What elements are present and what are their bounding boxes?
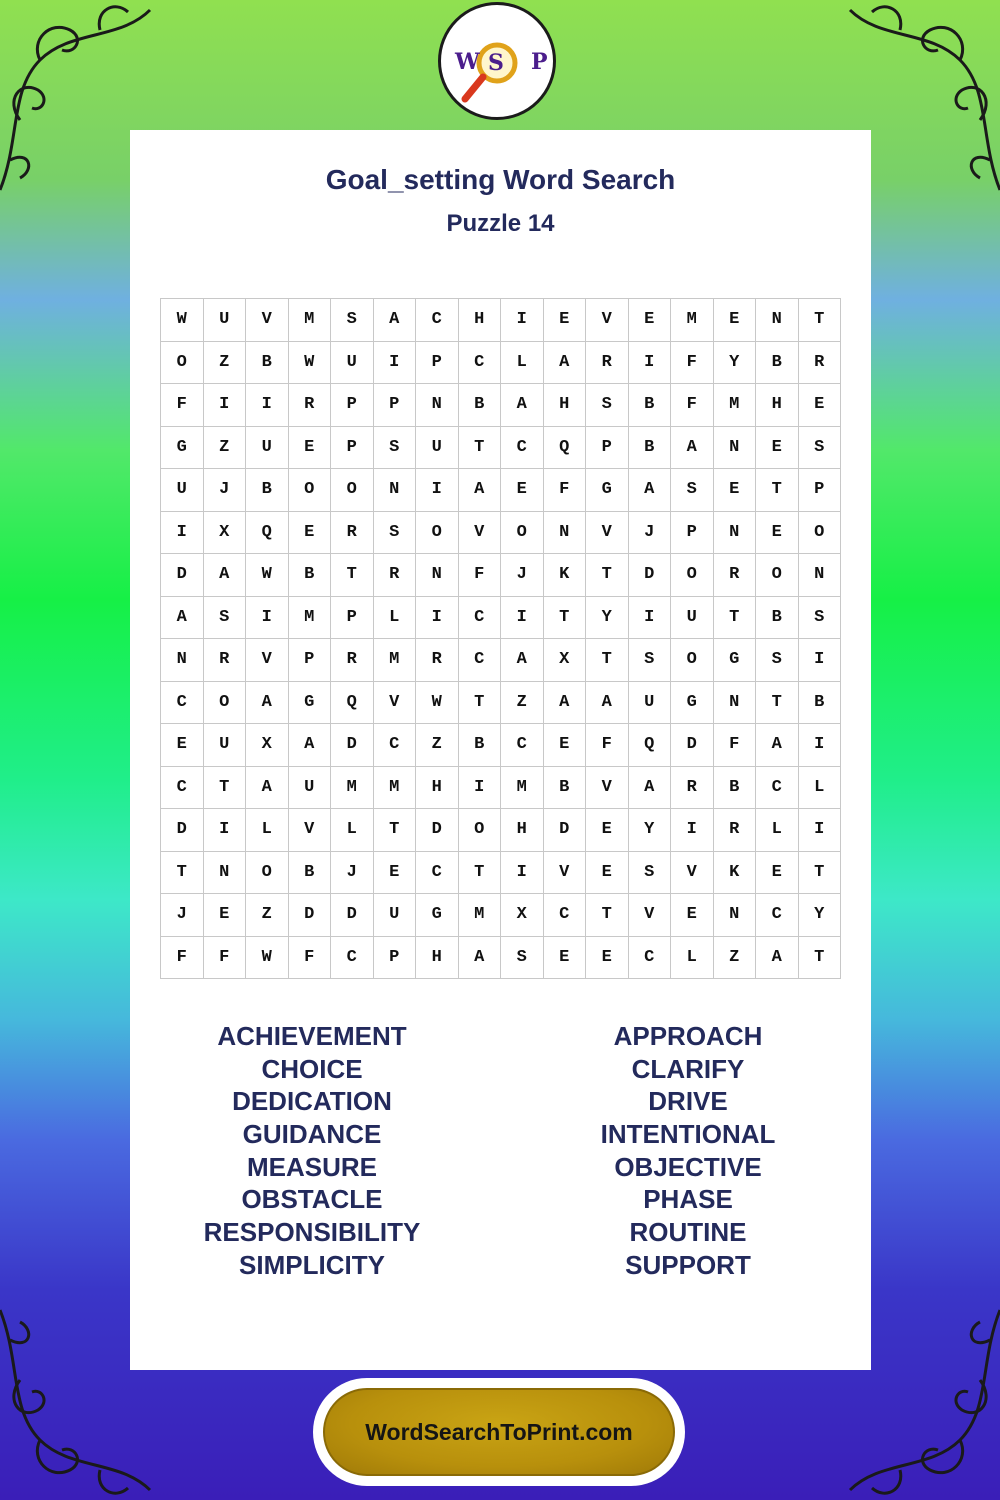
grid-cell[interactable]: G xyxy=(671,682,714,725)
grid-cell[interactable]: I xyxy=(161,512,204,555)
grid-cell[interactable]: U xyxy=(331,342,374,385)
word-item: ROUTINE xyxy=(629,1217,747,1248)
grid-cell[interactable]: E xyxy=(544,937,587,980)
grid-cell[interactable]: J xyxy=(204,469,247,512)
grid-cell[interactable]: T xyxy=(756,469,799,512)
grid-cell[interactable]: W xyxy=(416,682,459,725)
word-item: SUPPORT xyxy=(625,1249,751,1280)
grid-cell[interactable]: X xyxy=(501,894,544,937)
grid-cell[interactable]: E xyxy=(586,852,629,895)
grid-cell[interactable]: Y xyxy=(799,894,842,937)
puzzle-sheet xyxy=(130,130,871,1370)
logo-letter-s: S xyxy=(488,50,504,76)
grid-cell[interactable]: W xyxy=(289,342,332,385)
word-item: CLARIFY xyxy=(631,1053,745,1084)
grid-cell[interactable]: W xyxy=(246,937,289,980)
grid-cell[interactable]: C xyxy=(459,639,502,682)
grid-cell[interactable]: A xyxy=(246,682,289,725)
grid-cell[interactable]: J xyxy=(629,512,672,555)
grid-cell[interactable]: P xyxy=(374,937,417,980)
puzzle-number: Puzzle 14 xyxy=(446,210,555,237)
grid-cell[interactable]: N xyxy=(416,384,459,427)
grid-cell[interactable]: Q xyxy=(544,427,587,470)
grid-cell[interactable]: Y xyxy=(714,342,757,385)
grid-cell[interactable]: F xyxy=(544,469,587,512)
grid-cell[interactable]: Q xyxy=(629,724,672,767)
grid-cell[interactable]: P xyxy=(331,597,374,640)
grid-cell[interactable]: E xyxy=(161,724,204,767)
grid-cell[interactable]: Z xyxy=(204,427,247,470)
grid-cell[interactable]: T xyxy=(331,554,374,597)
grid-cell[interactable]: U xyxy=(161,469,204,512)
grid-cell[interactable]: V xyxy=(629,894,672,937)
grid-cell[interactable]: E xyxy=(629,299,672,342)
grid-cell[interactable]: D xyxy=(671,724,714,767)
grid-cell[interactable]: I xyxy=(629,597,672,640)
grid-cell[interactable]: I xyxy=(204,809,247,852)
grid-cell[interactable]: N xyxy=(416,554,459,597)
grid-cell[interactable]: Y xyxy=(629,809,672,852)
grid-cell[interactable]: M xyxy=(671,299,714,342)
grid-cell[interactable]: O xyxy=(246,852,289,895)
grid-cell[interactable]: E xyxy=(714,469,757,512)
word-item: GUIDANCE xyxy=(242,1119,382,1150)
grid-cell[interactable]: D xyxy=(289,894,332,937)
grid-cell[interactable]: H xyxy=(416,937,459,980)
grid-cell[interactable]: B xyxy=(756,342,799,385)
word-item: PHASE xyxy=(643,1184,733,1215)
grid-cell[interactable]: A xyxy=(289,724,332,767)
grid-cell[interactable]: R xyxy=(331,639,374,682)
grid-cell[interactable]: P xyxy=(416,342,459,385)
grid-cell[interactable]: S xyxy=(586,384,629,427)
grid-cell[interactable]: O xyxy=(671,554,714,597)
grid-cell[interactable]: V xyxy=(544,852,587,895)
logo-letter-w: W xyxy=(455,49,480,75)
grid-cell[interactable]: O xyxy=(416,512,459,555)
grid-cell[interactable]: F xyxy=(204,937,247,980)
grid-cell[interactable]: U xyxy=(416,427,459,470)
grid-cell[interactable]: R xyxy=(714,809,757,852)
grid-cell[interactable]: I xyxy=(629,342,672,385)
grid-cell[interactable]: O xyxy=(459,809,502,852)
grid-cell[interactable]: A xyxy=(586,682,629,725)
grid-cell[interactable]: V xyxy=(459,512,502,555)
grid-cell[interactable]: M xyxy=(374,767,417,810)
grid-cell[interactable]: A xyxy=(459,937,502,980)
grid-cell[interactable]: V xyxy=(289,809,332,852)
grid-cell[interactable]: F xyxy=(161,384,204,427)
grid-cell[interactable]: L xyxy=(756,809,799,852)
grid-cell[interactable]: P xyxy=(289,639,332,682)
grid-cell[interactable]: A xyxy=(756,937,799,980)
grid-cell[interactable]: P xyxy=(331,427,374,470)
grid-cell[interactable]: U xyxy=(246,427,289,470)
grid-cell[interactable]: U xyxy=(289,767,332,810)
grid-cell[interactable]: P xyxy=(586,427,629,470)
grid-cell[interactable]: D xyxy=(416,809,459,852)
grid-cell[interactable]: T xyxy=(374,809,417,852)
grid-cell[interactable]: S xyxy=(374,427,417,470)
grid-cell[interactable]: C xyxy=(501,427,544,470)
grid-cell[interactable]: N xyxy=(799,554,842,597)
grid-cell[interactable]: T xyxy=(799,937,842,980)
grid-cell[interactable]: J xyxy=(501,554,544,597)
grid-cell[interactable]: S xyxy=(331,299,374,342)
footer-banner[interactable] xyxy=(313,1378,685,1486)
grid-cell[interactable]: I xyxy=(416,469,459,512)
grid-cell[interactable]: F xyxy=(289,937,332,980)
grid-cell[interactable]: O xyxy=(756,554,799,597)
grid-cell[interactable]: Z xyxy=(714,937,757,980)
grid-cell[interactable]: A xyxy=(544,342,587,385)
grid-cell[interactable]: R xyxy=(331,512,374,555)
grid-cell[interactable]: B xyxy=(459,384,502,427)
grid-cell[interactable]: B xyxy=(629,427,672,470)
grid-cell[interactable]: C xyxy=(629,937,672,980)
grid-cell[interactable]: V xyxy=(586,512,629,555)
grid-cell[interactable]: I xyxy=(671,809,714,852)
grid-cell[interactable]: D xyxy=(629,554,672,597)
grid-cell[interactable]: G xyxy=(416,894,459,937)
grid-cell[interactable]: B xyxy=(289,852,332,895)
grid-cell[interactable]: T xyxy=(161,852,204,895)
grid-cell[interactable]: O xyxy=(331,469,374,512)
grid-cell[interactable]: R xyxy=(671,767,714,810)
grid-cell[interactable]: J xyxy=(161,894,204,937)
grid-cell[interactable]: A xyxy=(629,767,672,810)
word-list-right xyxy=(538,1020,838,1282)
grid-cell[interactable]: C xyxy=(416,852,459,895)
grid-cell[interactable]: E xyxy=(671,894,714,937)
word-item: OBSTACLE xyxy=(241,1184,383,1215)
word-item: OBJECTIVE xyxy=(614,1151,762,1182)
grid-cell[interactable]: R xyxy=(799,342,842,385)
grid-cell[interactable]: A xyxy=(459,469,502,512)
word-item: DEDICATION xyxy=(232,1086,392,1117)
word-item: INTENTIONAL xyxy=(600,1119,776,1150)
grid-cell[interactable]: C xyxy=(374,724,417,767)
puzzle-title: Goal_setting Word Search xyxy=(325,164,676,195)
grid-cell[interactable]: T xyxy=(586,639,629,682)
grid-cell[interactable]: C xyxy=(544,894,587,937)
grid-cell[interactable]: T xyxy=(756,682,799,725)
grid-cell[interactable]: A xyxy=(544,682,587,725)
grid-cell[interactable]: C xyxy=(459,342,502,385)
grid-cell[interactable]: U xyxy=(204,299,247,342)
grid-cell[interactable]: J xyxy=(331,852,374,895)
grid-cell[interactable]: F xyxy=(161,937,204,980)
grid-cell[interactable]: T xyxy=(459,682,502,725)
word-item: RESPONSIBILITY xyxy=(203,1217,421,1248)
grid-cell[interactable]: T xyxy=(799,852,842,895)
grid-cell[interactable]: T xyxy=(544,597,587,640)
grid-cell[interactable]: S xyxy=(756,639,799,682)
grid-cell[interactable]: I xyxy=(246,597,289,640)
site-url[interactable]: WordSearchToPrint.com xyxy=(365,1418,633,1445)
grid-cell[interactable]: R xyxy=(714,554,757,597)
grid-cell[interactable]: T xyxy=(459,852,502,895)
grid-cell[interactable]: A xyxy=(756,724,799,767)
grid-cell[interactable]: A xyxy=(161,597,204,640)
grid-cell[interactable]: D xyxy=(331,724,374,767)
grid-cell[interactable]: A xyxy=(629,469,672,512)
grid-cell[interactable]: I xyxy=(459,767,502,810)
grid-cell[interactable]: E xyxy=(204,894,247,937)
grid-cell[interactable]: H xyxy=(416,767,459,810)
grid-cell[interactable]: L xyxy=(246,809,289,852)
grid-cell[interactable]: E xyxy=(501,469,544,512)
grid-cell[interactable]: H xyxy=(501,809,544,852)
grid-cell[interactable]: I xyxy=(416,597,459,640)
grid-cell[interactable]: S xyxy=(204,597,247,640)
grid-cell[interactable]: L xyxy=(671,937,714,980)
grid-cell[interactable]: T xyxy=(586,554,629,597)
grid-cell[interactable]: E xyxy=(586,937,629,980)
letter-grid xyxy=(160,298,841,979)
grid-cell[interactable]: N xyxy=(161,639,204,682)
grid-cell[interactable]: A xyxy=(501,384,544,427)
grid-cell[interactable]: E xyxy=(756,852,799,895)
grid-cell[interactable]: L xyxy=(331,809,374,852)
grid-cell[interactable]: C xyxy=(756,894,799,937)
grid-cell[interactable]: E xyxy=(756,512,799,555)
grid-cell[interactable]: E xyxy=(544,724,587,767)
word-item: SIMPLICITY xyxy=(239,1249,385,1280)
grid-cell[interactable]: G xyxy=(714,639,757,682)
grid-cell[interactable]: E xyxy=(289,427,332,470)
word-item: CHOICE xyxy=(261,1053,363,1084)
grid-cell[interactable]: M xyxy=(374,639,417,682)
grid-cell[interactable]: I xyxy=(501,852,544,895)
grid-cell[interactable]: L xyxy=(501,342,544,385)
grid-cell[interactable]: N xyxy=(714,512,757,555)
grid-cell[interactable]: O xyxy=(671,639,714,682)
grid-cell[interactable]: N xyxy=(204,852,247,895)
grid-cell[interactable]: B xyxy=(246,342,289,385)
word-list-left xyxy=(162,1020,462,1282)
grid-cell[interactable]: O xyxy=(161,342,204,385)
grid-cell[interactable]: R xyxy=(289,384,332,427)
grid-cell[interactable]: U xyxy=(629,682,672,725)
grid-cell[interactable]: C xyxy=(161,682,204,725)
grid-cell[interactable]: A xyxy=(671,427,714,470)
grid-cell[interactable]: D xyxy=(161,554,204,597)
grid-cell[interactable]: V xyxy=(246,299,289,342)
grid-cell[interactable]: F xyxy=(714,724,757,767)
grid-cell[interactable]: O xyxy=(289,469,332,512)
word-item: ACHIEVEMENT xyxy=(217,1021,407,1051)
grid-cell[interactable]: I xyxy=(501,597,544,640)
grid-cell[interactable]: M xyxy=(289,299,332,342)
grid-cell[interactable]: T xyxy=(714,597,757,640)
grid-cell[interactable]: N xyxy=(714,427,757,470)
grid-cell[interactable]: V xyxy=(586,299,629,342)
grid-cell[interactable]: P xyxy=(799,469,842,512)
word-item: APPROACH xyxy=(613,1021,763,1051)
grid-cell[interactable]: K xyxy=(714,852,757,895)
grid-cell[interactable]: S xyxy=(799,597,842,640)
grid-cell[interactable]: Q xyxy=(246,512,289,555)
grid-cell[interactable]: V xyxy=(671,852,714,895)
grid-cell[interactable]: G xyxy=(289,682,332,725)
grid-cell[interactable]: S xyxy=(629,639,672,682)
grid-cell[interactable]: M xyxy=(501,767,544,810)
grid-cell[interactable]: T xyxy=(459,427,502,470)
grid-cell[interactable]: C xyxy=(161,767,204,810)
grid-cell[interactable]: N xyxy=(756,299,799,342)
grid-cell[interactable]: L xyxy=(799,767,842,810)
grid-cell[interactable]: G xyxy=(586,469,629,512)
grid-cell[interactable]: M xyxy=(331,767,374,810)
grid-cell[interactable]: N xyxy=(714,894,757,937)
grid-cell[interactable]: U xyxy=(374,894,417,937)
grid-cell[interactable]: B xyxy=(544,767,587,810)
grid-cell[interactable]: B xyxy=(756,597,799,640)
grid-cell[interactable]: R xyxy=(374,554,417,597)
grid-cell[interactable]: L xyxy=(374,597,417,640)
grid-cell[interactable]: F xyxy=(459,554,502,597)
grid-cell[interactable]: E xyxy=(799,384,842,427)
grid-cell[interactable]: C xyxy=(756,767,799,810)
grid-cell[interactable]: K xyxy=(544,554,587,597)
grid-cell[interactable]: T xyxy=(204,767,247,810)
grid-cell[interactable]: E xyxy=(586,809,629,852)
grid-cell[interactable]: C xyxy=(459,597,502,640)
grid-cell[interactable]: O xyxy=(501,512,544,555)
grid-cell[interactable]: B xyxy=(246,469,289,512)
grid-cell[interactable]: H xyxy=(544,384,587,427)
grid-cell[interactable]: Z xyxy=(416,724,459,767)
word-item: DRIVE xyxy=(648,1086,728,1117)
grid-cell[interactable]: B xyxy=(459,724,502,767)
grid-cell[interactable]: E xyxy=(544,299,587,342)
grid-cell[interactable]: X xyxy=(204,512,247,555)
grid-cell[interactable]: Y xyxy=(586,597,629,640)
grid-cell[interactable]: Z xyxy=(246,894,289,937)
grid-cell[interactable]: B xyxy=(714,767,757,810)
grid-cell[interactable]: X xyxy=(544,639,587,682)
grid-cell[interactable]: I xyxy=(204,384,247,427)
grid-cell[interactable]: M xyxy=(289,597,332,640)
site-logo[interactable] xyxy=(438,2,556,120)
grid-cell[interactable]: V xyxy=(246,639,289,682)
grid-cell[interactable]: I xyxy=(799,724,842,767)
grid-cell[interactable]: S xyxy=(501,937,544,980)
grid-cell[interactable]: C xyxy=(501,724,544,767)
grid-cell[interactable]: Q xyxy=(331,682,374,725)
grid-cell[interactable]: S xyxy=(629,852,672,895)
logo-letter-p: P xyxy=(531,49,548,75)
grid-cell[interactable]: A xyxy=(246,767,289,810)
grid-cell[interactable]: X xyxy=(246,724,289,767)
grid-cell[interactable]: M xyxy=(459,894,502,937)
grid-cell[interactable]: E xyxy=(756,427,799,470)
grid-cell[interactable]: P xyxy=(331,384,374,427)
grid-cell[interactable]: O xyxy=(204,682,247,725)
grid-cell[interactable]: W xyxy=(161,299,204,342)
grid-cell[interactable]: C xyxy=(331,937,374,980)
grid-cell[interactable]: A xyxy=(374,299,417,342)
grid-cell[interactable]: H xyxy=(756,384,799,427)
grid-cell[interactable]: F xyxy=(671,384,714,427)
grid-cell[interactable]: B xyxy=(799,682,842,725)
grid-cell[interactable]: P xyxy=(374,384,417,427)
grid-cell[interactable]: E xyxy=(714,299,757,342)
grid-cell[interactable]: E xyxy=(289,512,332,555)
grid-cell[interactable]: I xyxy=(799,639,842,682)
grid-cell[interactable]: S xyxy=(799,427,842,470)
grid-cell[interactable]: T xyxy=(799,299,842,342)
grid-cell[interactable]: S xyxy=(671,469,714,512)
grid-cell[interactable]: F xyxy=(671,342,714,385)
grid-cell[interactable]: U xyxy=(204,724,247,767)
grid-cell[interactable]: C xyxy=(416,299,459,342)
grid-cell[interactable]: D xyxy=(331,894,374,937)
grid-cell[interactable]: N xyxy=(714,682,757,725)
grid-cell[interactable]: S xyxy=(374,512,417,555)
word-item: MEASURE xyxy=(246,1151,377,1182)
grid-cell[interactable]: F xyxy=(586,724,629,767)
grid-cell[interactable]: G xyxy=(161,427,204,470)
grid-cell[interactable]: B xyxy=(629,384,672,427)
grid-cell[interactable]: I xyxy=(501,299,544,342)
grid-cell[interactable]: Z xyxy=(501,682,544,725)
grid-cell[interactable]: R xyxy=(586,342,629,385)
grid-cell[interactable]: W xyxy=(246,554,289,597)
grid-cell[interactable]: E xyxy=(374,852,417,895)
grid-cell[interactable]: M xyxy=(714,384,757,427)
grid-cell[interactable]: R xyxy=(416,639,459,682)
footer-banner-inner xyxy=(323,1388,675,1476)
grid-cell[interactable]: A xyxy=(501,639,544,682)
grid-cell[interactable]: N xyxy=(374,469,417,512)
grid-cell[interactable]: I xyxy=(799,809,842,852)
grid-cell[interactable]: I xyxy=(374,342,417,385)
grid-cell[interactable]: T xyxy=(586,894,629,937)
grid-cell[interactable]: B xyxy=(289,554,332,597)
grid-cell[interactable]: A xyxy=(204,554,247,597)
grid-cell[interactable]: D xyxy=(544,809,587,852)
grid-cell[interactable]: N xyxy=(544,512,587,555)
grid-cell[interactable]: O xyxy=(799,512,842,555)
grid-cell[interactable]: P xyxy=(671,512,714,555)
grid-cell[interactable]: U xyxy=(671,597,714,640)
grid-cell[interactable]: Z xyxy=(204,342,247,385)
grid-cell[interactable]: D xyxy=(161,809,204,852)
grid-cell[interactable]: R xyxy=(204,639,247,682)
grid-cell[interactable]: H xyxy=(459,299,502,342)
grid-cell[interactable]: I xyxy=(246,384,289,427)
grid-cell[interactable]: V xyxy=(374,682,417,725)
grid-cell[interactable]: V xyxy=(586,767,629,810)
